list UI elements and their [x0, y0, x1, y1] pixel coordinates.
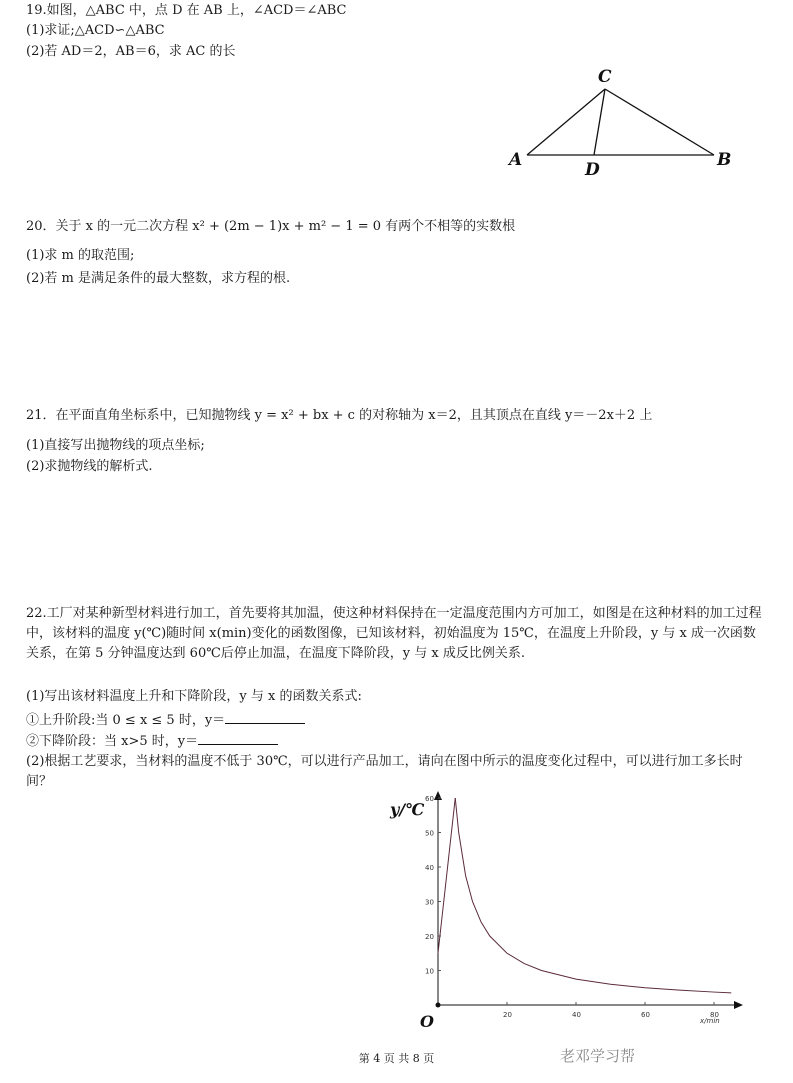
y-tick-label: 40 — [425, 864, 434, 872]
origin-label: O — [420, 1012, 434, 1031]
label-c: C — [598, 67, 612, 87]
x-axis-title: x/min — [700, 1017, 720, 1025]
answer-blank-2[interactable] — [198, 730, 278, 745]
q20-part1: (1)求 m 的取范围; — [26, 248, 135, 263]
q22-part1: (1)写出该材料温度上升和下降阶段，y 与 x 的函数关系式: — [26, 689, 362, 704]
watermark-text: 老邓学习帮 — [560, 1047, 636, 1065]
q19-part1: (1)求证;△ACD∽△ABC — [26, 23, 165, 38]
y-tick-label: 50 — [425, 829, 434, 838]
y-tick-label: 10 — [425, 967, 434, 976]
x-tick-label: 80 — [710, 1011, 719, 1019]
x-tick-label: 20 — [503, 1011, 512, 1019]
q22-sub1-row — [26, 709, 305, 730]
y-tick-label: 60 — [425, 795, 434, 803]
y-tick-label: 20 — [425, 933, 434, 941]
segment-cd — [594, 89, 605, 155]
q19-part2: (2)若 AD＝2，AB＝6，求 AC 的长 — [26, 44, 236, 59]
q22-sub1: ①上升阶段:当 0 ≤ x ≤ 5 时，y＝ — [26, 713, 226, 728]
q22-sub2: ②下降阶段：当 x>5 时，y＝ — [26, 734, 199, 749]
x-tick-label: 60 — [641, 1011, 650, 1019]
q22-part2: (2)根据工艺要求，当材料的温度不低于 30℃，可以进行产品加工，请向在图中所示的温度变化过程中，可以进行加工多长时间？ — [26, 754, 743, 789]
segment-bc — [605, 89, 714, 155]
q19-stem: 19.如图，△ABC 中，点 D 在 AB 上，∠ACD＝∠ABC — [26, 3, 347, 18]
y-axis-arrow — [434, 791, 442, 800]
segment-ac — [527, 89, 605, 155]
label-a: A — [509, 150, 523, 170]
origin-point — [436, 1003, 441, 1008]
answer-blank-1[interactable] — [225, 709, 305, 724]
y-axis-title: y/℃ — [390, 800, 425, 819]
y-tick-label: 30 — [425, 898, 434, 907]
x-axis-arrow — [734, 1001, 743, 1009]
label-b: B — [717, 150, 732, 170]
temperature-chart — [389, 791, 743, 1031]
falling-curve — [455, 798, 731, 993]
label-d: D — [585, 160, 600, 180]
q22-stem: 22.工厂对某种新型材料进行加工，首先要将其加温，使这种材料保持在一定温度范围内方可加工，如图是在这种材料的加工过程中，该材料的温度 y(℃)随时间 x(min)变化的函数图像，已知该材料，初始温度为 15℃，在温度上升阶段，y 与 x 成一次函数关系，在第 5 分钟温度达到 60℃后停止加温，在温度下降阶段，y 与 x 成反比例关系. — [26, 606, 762, 661]
page-footer: 第 4 页 共 8 页 — [358, 1052, 435, 1065]
rising-segment — [438, 798, 455, 953]
q22-sub2-row — [26, 730, 278, 751]
triangle-figure — [507, 67, 731, 180]
q21-stem: 21．在平面直角坐标系中，已知抛物线 y = x² + bx + c 的对称轴为 x＝2，且其顶点在直线 y＝－2x＋2 上 — [26, 408, 653, 423]
q20-part2: (2)若 m 是满足条件的最大整数，求方程的根. — [26, 271, 291, 286]
q21-part2: (2)求抛物线的解析式. — [26, 459, 153, 474]
x-tick-label: 40 — [572, 1011, 581, 1019]
q20-stem: 20．关于 x 的一元二次方程 x² + (2m − 1)x + m² − 1 = 0 有两个不相等的实数根 — [26, 219, 516, 234]
q21-part1: (1)直接写出抛物线的项点坐标; — [26, 438, 205, 453]
